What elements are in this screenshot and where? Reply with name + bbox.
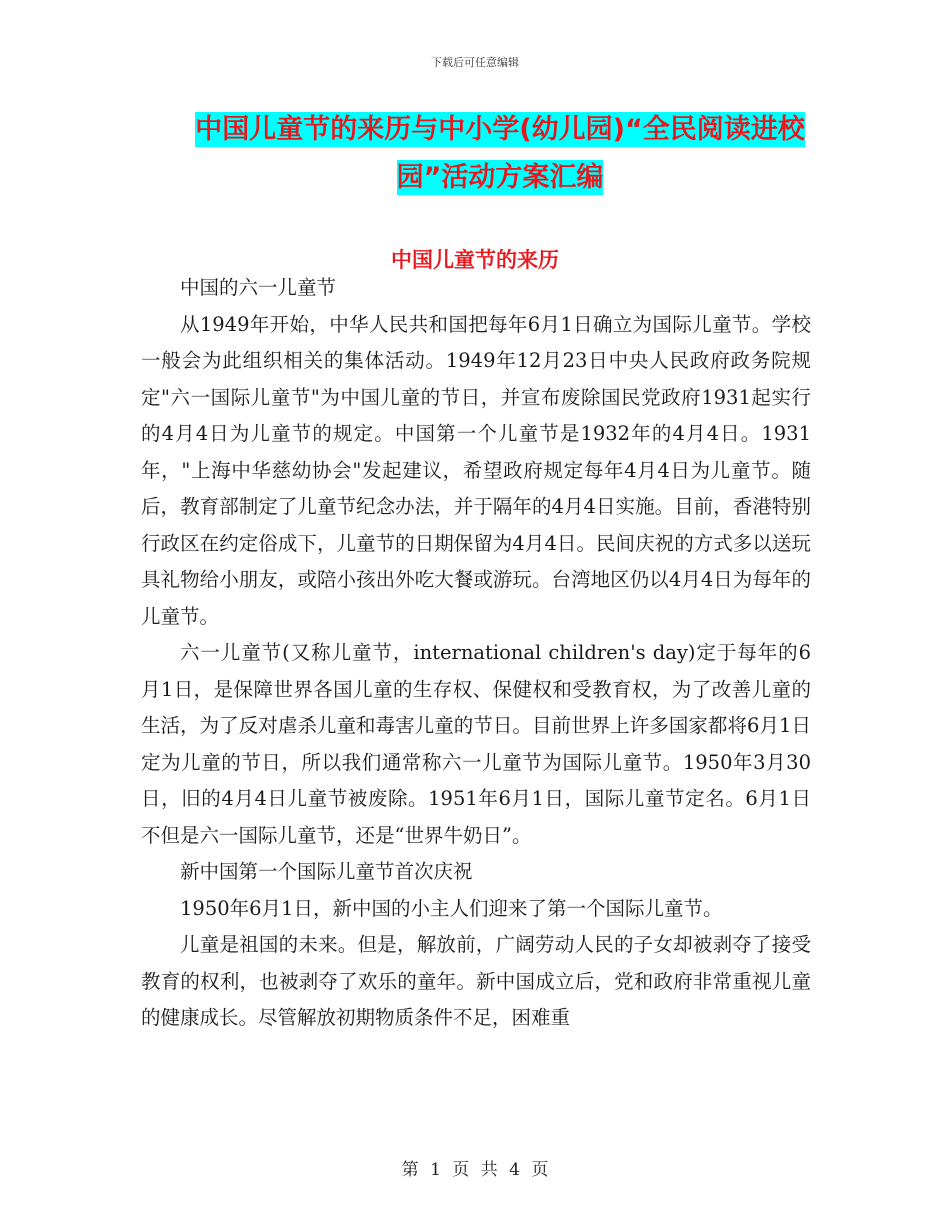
header-note: 下载后可任意编辑	[431, 56, 519, 69]
body-text	[141, 270, 811, 1037]
paragraph-subheading-china-childrens-day: 中国的六一儿童节	[180, 276, 337, 299]
section-title: 中国儿童节的来历	[391, 248, 559, 272]
paragraph-subheading-first-celebration: 新中国第一个国际儿童节首次庆祝	[180, 860, 473, 883]
page-footer: 第 1 页 共 4 页	[401, 1160, 549, 1180]
paragraph-children-future: 儿童是祖国的未来。但是，解放前，广阔劳动人民的子女却被剥夺了接受教育的权利，也被剥夺了欢乐的童年。新中国成立后，党和政府非常重视儿童的健康成长。尽管解放初期物质条件不足，困难重	[141, 933, 811, 1029]
document-title	[150, 106, 850, 202]
title-line-2: 园”活动方案汇编	[396, 162, 604, 193]
title-line-1: 中国儿童节的来历与中小学(幼儿园)“全民阅读进校	[195, 114, 805, 145]
paragraph-history: 从1949年开始，中华人民共和国把每年6月1日确立为国际儿童节。学校一般会为此组织相关的集体活动。1949年12月23日中央人民政府政务院规定"六一国际儿童节"为中国儿童的节日，并宣布废除国民党政府1931起实行的4月4日为儿童节的规定。中国第一个儿童节是1932年的4月4日。1931年，"上海中华慈幼协会"发起建议，希望政府规定每年4月4日为儿童节。随后，教育部制定了儿童节纪念办法，并于隔年的4月4日实施。目前，香港特别行政区在约定俗成下，儿童节的日期保留为4月4日。民间庆祝的方式多以送玩具礼物给小朋友，或陪小孩出外吃大餐或游玩。台湾地区仍以4月4日为每年的儿童节。	[141, 312, 811, 628]
paragraph-international-day: 六一儿童节(又称儿童节，international children's day)定于每年的6月1日，是保障世界各国儿童的生存权、保健权和受教育权，为了改善儿童的生活，为了反对虐杀儿童和毒害儿童的节日。目前世界上许多国家都将6月1日定为儿童的节日，所以我们通常称六一儿童节为国际儿童节。1950年3月30日，旧的4月4日儿童节被废除。1951年6月1日，国际儿童节定名。6月1日不但是六一国际儿童节，还是“世界牛奶日”。	[141, 641, 811, 847]
paragraph-1950: 1950年6月1日，新中国的小主人们迎来了第一个国际儿童节。	[180, 896, 723, 920]
